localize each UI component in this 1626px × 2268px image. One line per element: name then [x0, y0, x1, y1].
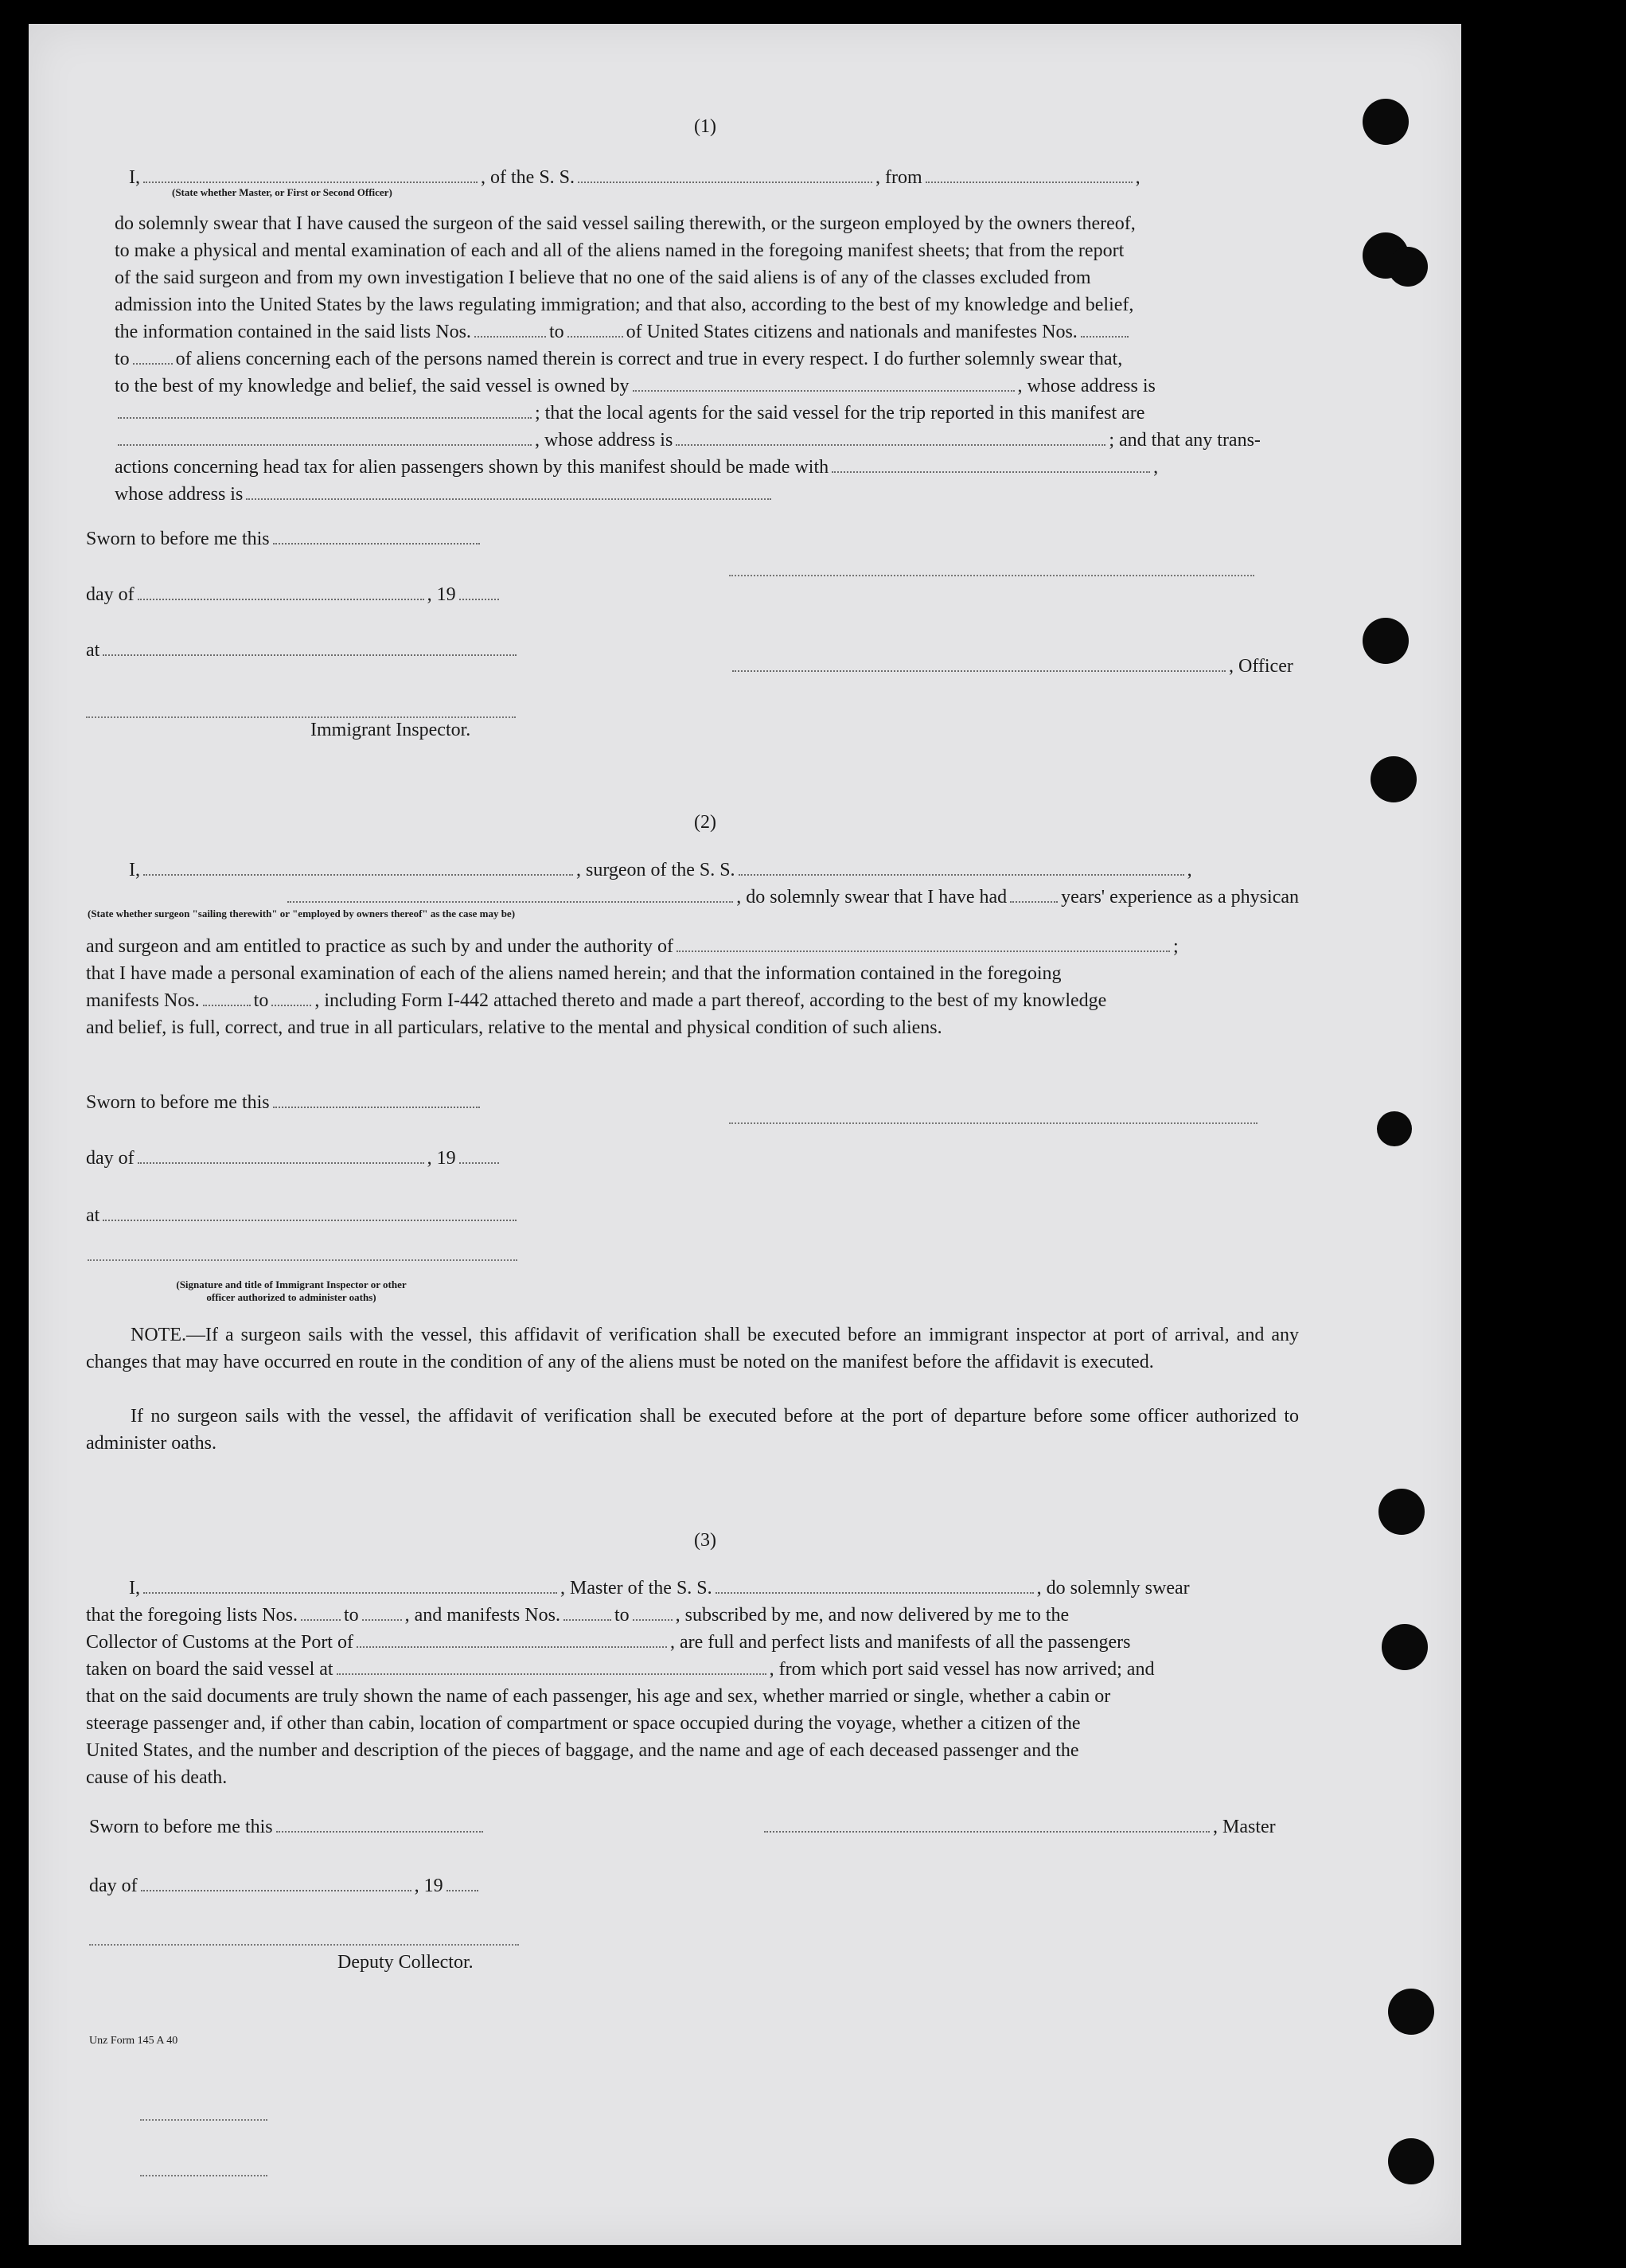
blank-line-1: [140, 2118, 267, 2121]
document-page: [29, 24, 1461, 2245]
section-1-signature-line: [729, 573, 1254, 576]
section-3-number: (3): [694, 1530, 716, 1551]
section-2-signature-line: [729, 1121, 1258, 1124]
section-2-number: (2): [694, 812, 716, 833]
section-1-number: (1): [694, 116, 716, 137]
section-2-paragraph: and surgeon and am entitled to practice as such by and under the authority of ; that I have made a personal examination of each of the aliens named herein; and that the information contained in the foregoing manifests Nos. to , including Form I-442 attached thereto and made a part thereof, according to the best of my knowledge and belief, is full, correct, and true in all particulars, relative to the mental and physical condition of such aliens.: [86, 936, 1179, 1038]
section-2-sworn: Sworn to before me this: [86, 1089, 483, 1116]
section-1-at: at: [86, 637, 520, 664]
section-2-line-2: , do solemnly swear that I have had years' experience as a physican: [86, 884, 1299, 911]
note-paragraph-1: NOTE.—If a surgeon sails with the vessel, this affidavit of verification shall be executed before an immigrant inspector at port of arrival, and any changes that may have occurred en route in the condition of any of the aliens must be noted on the manifest before the affidavit is executed.: [86, 1325, 1299, 1372]
binder-hole: [1382, 1624, 1428, 1670]
section-2-day-of: day of , 19: [86, 1145, 502, 1172]
section-3-collector: Deputy Collector.: [337, 1952, 474, 1973]
binder-hole: [1371, 756, 1417, 802]
section-2-at: at: [86, 1202, 520, 1229]
section-1-line-1: I, , of the S. S. , from ,: [129, 167, 1141, 188]
section-3-paragraph: that the foregoing lists Nos. to , and manifests Nos. to , subscribed by me, and now delivered by me to the Collector of Customs at the Port of , are full and perfect lists and manifests of all the passengers taken on board the said vessel at , from which port said vessel has now arrived; and that on the said documents are truly shown the name of each passenger, his age and sex, whether married or single, whether a cabin or steerage passenger and, if other than cabin, location of compartment or space occupied during the voyage, whether a citizen of the United States, and the number and description of the pieces of baggage, and the name and age of each deceased passenger and the cause of his death.: [86, 1605, 1155, 1788]
section-3-collector-line: [89, 1942, 519, 1946]
section-2-note: (State whether surgeon "sailing therewith" or "employed by owners thereof" as the case may be): [88, 908, 516, 919]
section-3-sworn: Sworn to before me this: [89, 1813, 486, 1841]
section-3-line-1: I, , Master of the S. S. , do solemnly swear: [129, 1578, 1190, 1599]
binder-hole: [1388, 2138, 1434, 2184]
section-1-sworn: Sworn to before me this: [86, 525, 483, 552]
section-3-master: , Master: [761, 1813, 1276, 1841]
section-1-note: (State whether Master, or First or Second Officer): [172, 186, 392, 198]
section-1-inspector: Immigrant Inspector.: [310, 720, 471, 740]
section-1-paragraph: do solemnly swear that I have caused the surgeon of the said vessel sailing therewith, or the surgeon employed by the owners thereof, to make a physical and mental examination of each and all of the aliens named in the foregoing manifest sheets; that from the report of the said surgeon and from my own investigation I believe that no one of the said aliens is of any of the classes excluded from admission into the United States by the laws regulating immigration; and that also, according to the best of my knowledge and belief, the information contained in the said lists Nos. to of United States citizens and nationals and manifestes Nos. to of aliens concerning each of the persons named therein is correct and true in every respect. I do further solemnly swear that, to the best of my knowledge and belief, the said vessel is owned by , whose address is ; that the local agents for the said vessel for the trip reported in this manifest are , whose address is ; and that any trans- actions concerning head tax for alien passengers shown by this manifest should be made with , whose address is: [115, 213, 1261, 505]
form-number: Unz Form 145 A 40: [89, 2035, 178, 2047]
binder-hole: [1388, 247, 1428, 287]
binder-hole: [1377, 1111, 1412, 1146]
section-2-line-1: I, , surgeon of the S. S. ,: [129, 860, 1192, 880]
binder-hole: [1363, 618, 1409, 664]
section-1-day-of: day of , 19: [86, 581, 502, 608]
section-1-officer: , Officer: [729, 653, 1293, 680]
binder-hole: [1378, 1489, 1425, 1535]
binder-hole: [1363, 99, 1409, 145]
section-2-inspector-line: [88, 1258, 517, 1261]
binder-hole: [1388, 1989, 1434, 2035]
section-2-sig-note: (Signature and title of Immigrant Inspector or other officer authorized to administer oaths): [176, 1278, 407, 1303]
blank-line-2: [140, 2173, 267, 2176]
section-3-day-of: day of , 19: [89, 1872, 482, 1899]
note-paragraph-2: If no surgeon sails with the vessel, the affidavit of verification shall be executed before at the port of departure before some officer authorized to administer oaths.: [86, 1406, 1299, 1454]
